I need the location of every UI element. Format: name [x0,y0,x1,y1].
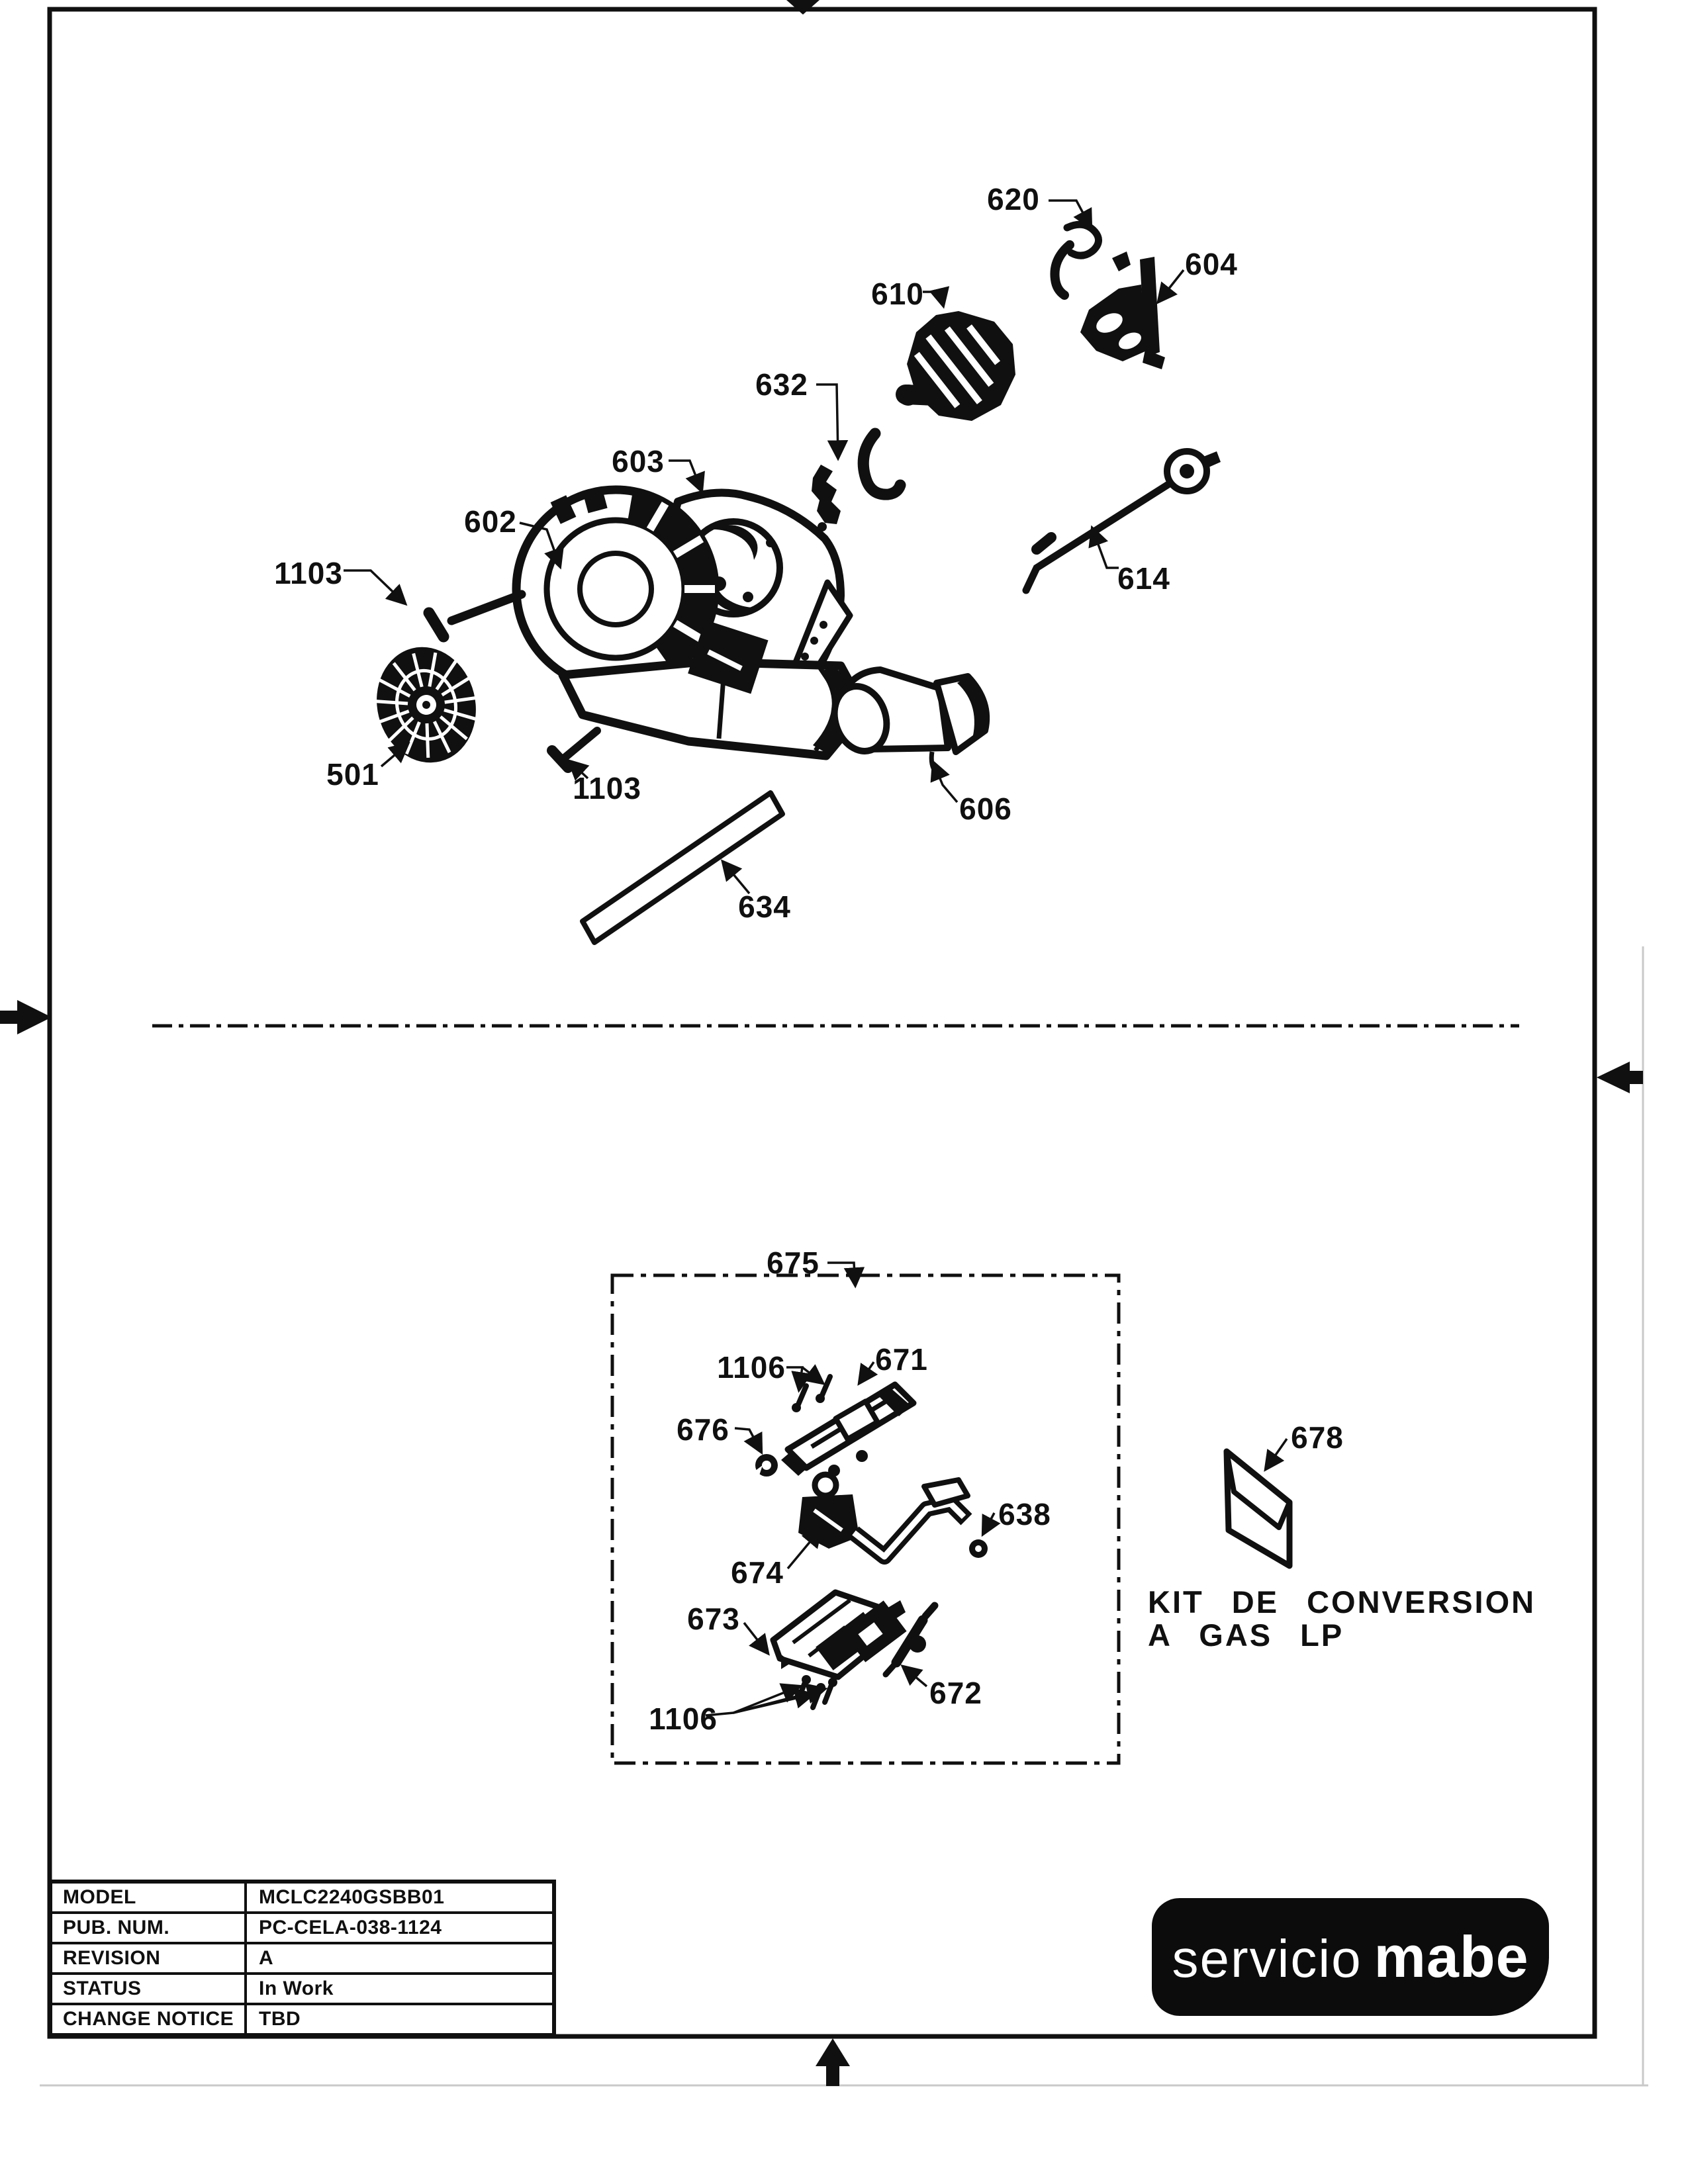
part-606-elbow-duct [826,670,988,776]
callout-638: 638 [998,1497,1051,1531]
part-620-clamp [1055,224,1098,295]
callout-671: 671 [875,1342,928,1377]
callout-614: 614 [1117,561,1170,596]
table-row-change-notice [52,2003,552,2033]
document-info-table [48,1880,556,2037]
logo-word-mabe: mabe [1374,1924,1529,1989]
callout-603: 603 [612,444,665,478]
callout-632: 632 [755,367,808,402]
table-label-status: STATUS [52,1975,247,2003]
part-604-motor-bracket [1080,251,1165,369]
callout-676: 676 [677,1412,729,1447]
part-638-grommet [969,1539,988,1558]
part-674-gas-valve [798,1475,968,1557]
callout-604: 604 [1185,247,1238,281]
part-610-hose-stub [863,433,900,494]
table-label-model: MODEL [52,1884,247,1911]
callout-1106-a: 1106 [717,1350,786,1385]
table-label-change-notice: CHANGE NOTICE [52,2005,247,2033]
part-676-clip [752,1454,778,1477]
table-value-pub-num: PC-CELA-038-1124 [259,1917,442,1938]
callout-602: 602 [464,504,517,539]
page-border [50,9,1595,2036]
callout-606: 606 [959,792,1012,826]
kit-note-line2: A GAS LP [1148,1617,1344,1653]
part-1103-screw-left [429,594,522,637]
table-value-model: MCLC2240GSBB01 [259,1886,445,1908]
callout-501: 501 [326,757,379,792]
callout-674: 674 [731,1555,784,1590]
registration-arrow-left-icon [0,1000,52,1034]
callout-1103-b: 1103 [573,771,641,805]
callout-673: 673 [687,1602,740,1636]
table-value-status: In Work [259,1978,334,1999]
table-value-change-notice: TBD [259,2008,301,2030]
kit-note-line1: KIT DE CONVERSION [1148,1584,1536,1619]
part-678-kit-envelope [1227,1451,1289,1566]
registration-arrow-right-icon [1597,1062,1643,1093]
table-label-revision: REVISION [52,1944,247,1972]
callout-678: 678 [1291,1420,1344,1455]
servicio-mabe-logo [1152,1898,1549,2016]
part-1106-screws-upper [792,1377,830,1412]
table-row-model [52,1884,552,1911]
part-632-bracket [812,465,841,531]
part-1103-screw-right [552,731,597,768]
part-673-burner-bracket [773,1592,907,1677]
table-row-status [52,1972,552,2003]
callout-672: 672 [929,1676,982,1710]
logo-word-servicio: servicio [1172,1929,1362,1988]
callout-634: 634 [738,889,791,924]
callout-675: 675 [767,1246,820,1280]
callout-620: 620 [987,182,1040,216]
callout-610: 610 [871,277,924,311]
callout-1103-a: 1103 [274,556,343,590]
callout-1106-b: 1106 [649,1702,718,1736]
table-row-pub-num [52,1911,552,1942]
part-610-drive-motor [863,311,1015,494]
table-value-revision: A [259,1947,274,1969]
table-row-revision [52,1942,552,1972]
kit-conversion-note [1148,1586,1536,1652]
table-label-pub-num: PUB. NUM. [52,1914,247,1942]
registration-arrow-bottom-icon [816,2038,850,2086]
part-501-blower-wheel [361,635,492,774]
